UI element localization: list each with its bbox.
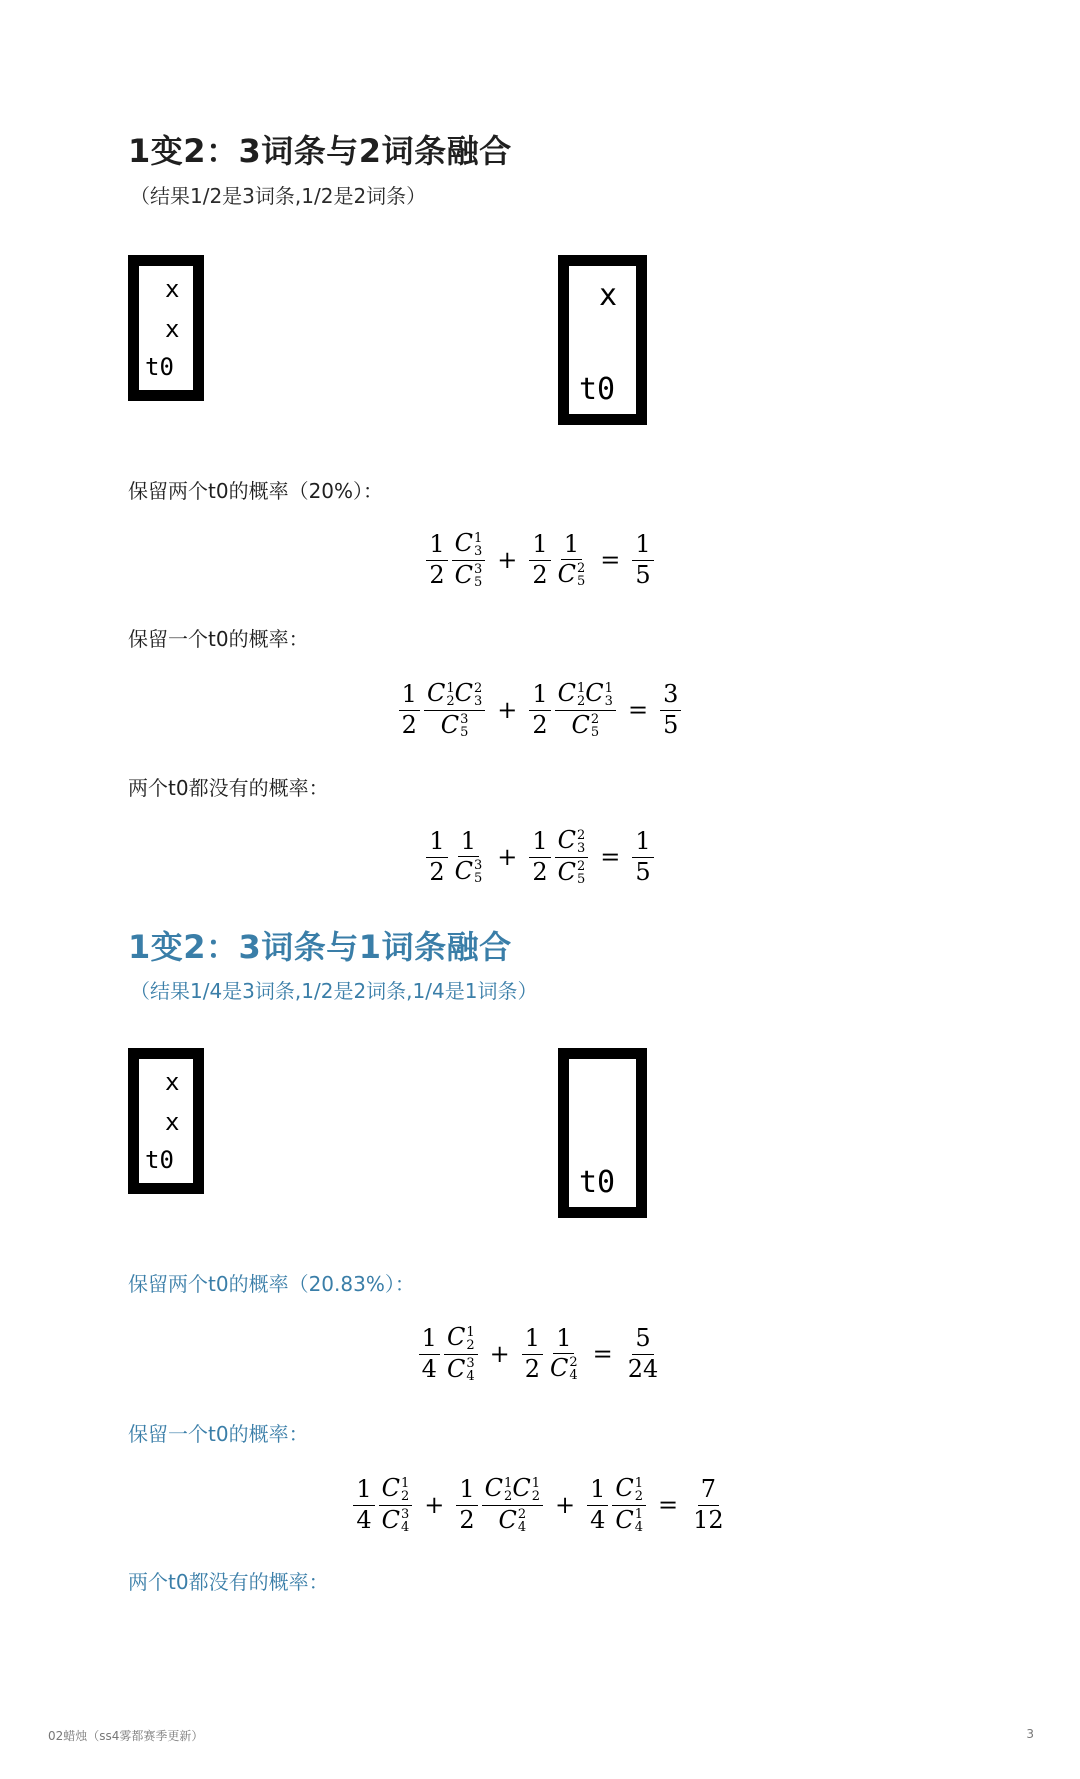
- left-entry-box-3: [128, 1048, 204, 1194]
- section1-subtitle: （结果1/2是3词条,1/2是2词条）: [130, 184, 427, 208]
- right-entry-box-1: [558, 1048, 647, 1218]
- left-entry-box-3: [128, 255, 204, 401]
- formula-keep-one: $\frac{1}{2}$ C 1 2 C 2 3 C 3 5 + $\frac{1}{2}$ C 1 2 C 1 3 C 2 5 = $\frac{3}{5}$: [0, 673, 1080, 747]
- formula-keep-none: $\frac{1}{2}$ 1 C 3 5 + $\frac{1}{2}$ C 2 3 C 2 5 = $\frac{1}{5}$: [0, 822, 1080, 892]
- section2-subtitle: （结果1/4是3词条,1/2是2词条,1/4是1词条）: [130, 979, 538, 1003]
- para-keep-two: 保留两个t0的概率（20%）：: [128, 479, 384, 503]
- para-keep-two-2: 保留两个t0的概率（20.83%）：: [128, 1272, 415, 1296]
- formula-keep-two: $\frac{1}{2}$ C 1 3 C 3 5 + $\frac{1}{2}$ 1 C 2 5 = $\frac{1}{5}$: [0, 525, 1080, 595]
- box-cell-x: x: [165, 1108, 180, 1136]
- formula-keep-one-2: $\frac{1}{4}$ C 1 2 C 3 4 + $\frac{1}{2}$ C 1 2 C 1 2 C 2 4 + $\frac{1}{4}$ C 1 2 C 1 4 = $\frac{7}{12}$: [0, 1468, 1080, 1542]
- page-number: 3: [1026, 1727, 1034, 1741]
- para-keep-one-2: 保留一个t0的概率：: [128, 1422, 309, 1446]
- box-cell-t0: t0: [579, 1165, 616, 1200]
- para-keep-none-2: 两个t0都没有的概率：: [128, 1570, 329, 1594]
- formula-keep-two-2: $\frac{1}{4}$ C 1 2 C 3 4 + $\frac{1}{2}$ 1 C 2 4 = $\frac{5}{24}$: [0, 1318, 1080, 1390]
- footer-doc-title: 02蜡烛（ss4雾都赛季更新）: [48, 1729, 204, 1743]
- para-keep-none: 两个t0都没有的概率：: [128, 776, 329, 800]
- box-cell-t0: t0: [145, 353, 174, 381]
- section2-title: 1变2：3词条与1词条融合: [128, 928, 512, 966]
- section1-title: 1变2：3词条与2词条融合: [128, 132, 512, 170]
- box-cell-t0: t0: [579, 372, 616, 407]
- box-cell-x: x: [165, 315, 180, 343]
- box-cell-x: x: [165, 275, 180, 303]
- right-entry-box-2: [558, 255, 647, 425]
- box-cell-t0: t0: [145, 1146, 174, 1174]
- para-keep-one: 保留一个t0的概率：: [128, 627, 309, 651]
- box-cell-x: x: [599, 278, 618, 313]
- box-cell-x: x: [165, 1068, 180, 1096]
